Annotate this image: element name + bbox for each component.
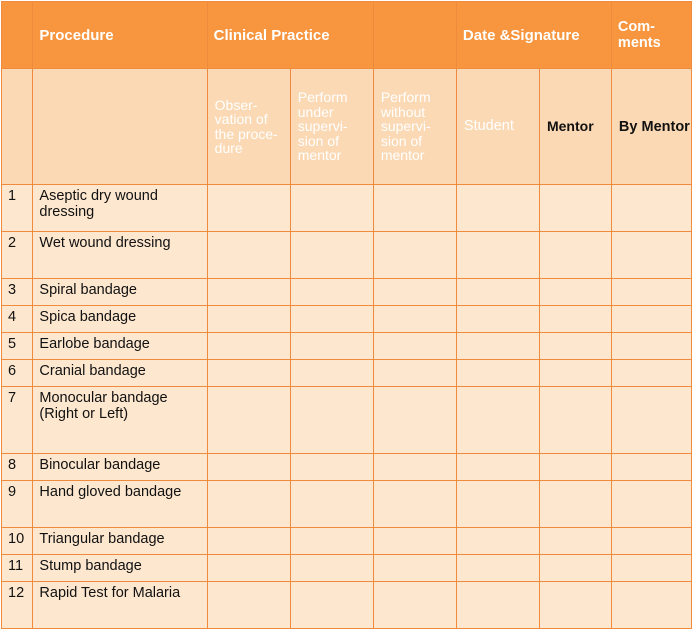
perform-without-cell[interactable] xyxy=(373,555,456,582)
comments-cell[interactable] xyxy=(611,185,691,232)
comments-cell[interactable] xyxy=(611,528,691,555)
student-signature-cell[interactable] xyxy=(456,185,539,232)
student-signature-cell[interactable] xyxy=(456,454,539,481)
comments-cell[interactable] xyxy=(611,387,691,454)
observation-cell[interactable] xyxy=(207,454,290,481)
perform-without-cell[interactable] xyxy=(373,481,456,528)
observation-cell[interactable] xyxy=(207,528,290,555)
subheader-perform-without: Perform without supervi-sion of mentor xyxy=(373,69,456,185)
perform-under-cell[interactable] xyxy=(290,454,373,481)
student-signature-cell[interactable] xyxy=(456,279,539,306)
mentor-signature-cell[interactable] xyxy=(539,360,611,387)
row-procedure: Binocular bandage xyxy=(33,454,207,481)
header-procedure: Procedure xyxy=(33,2,207,69)
comments-cell[interactable] xyxy=(611,232,691,279)
observation-cell[interactable] xyxy=(207,387,290,454)
comments-cell[interactable] xyxy=(611,333,691,360)
table-row xyxy=(2,333,692,360)
table-row xyxy=(2,481,692,528)
perform-without-cell[interactable] xyxy=(373,360,456,387)
row-procedure: Hand gloved bandage xyxy=(33,481,207,528)
subheader-number xyxy=(2,69,33,185)
perform-under-cell[interactable] xyxy=(290,232,373,279)
mentor-signature-cell[interactable] xyxy=(539,582,611,629)
mentor-signature-cell[interactable] xyxy=(539,454,611,481)
row-number: 4 xyxy=(2,306,33,333)
perform-under-cell[interactable] xyxy=(290,333,373,360)
perform-without-cell[interactable] xyxy=(373,232,456,279)
table-row xyxy=(2,279,692,306)
observation-cell[interactable] xyxy=(207,555,290,582)
perform-without-cell[interactable] xyxy=(373,279,456,306)
student-signature-cell[interactable] xyxy=(456,333,539,360)
subheader-by-mentor: By Mentor xyxy=(611,69,691,185)
row-procedure: Aseptic dry wound dressing xyxy=(33,185,207,232)
mentor-signature-cell[interactable] xyxy=(539,481,611,528)
subheader-procedure xyxy=(33,69,207,185)
observation-cell[interactable] xyxy=(207,360,290,387)
row-number: 12 xyxy=(2,582,33,629)
table-row xyxy=(2,185,692,232)
subheader-mentor: Mentor xyxy=(539,69,611,185)
row-number: 11 xyxy=(2,555,33,582)
table-row xyxy=(2,454,692,481)
subheader-perform-under: Perform under supervi-sion of mentor xyxy=(290,69,373,185)
mentor-signature-cell[interactable] xyxy=(539,387,611,454)
mentor-signature-cell[interactable] xyxy=(539,185,611,232)
row-number: 1 xyxy=(2,185,33,232)
perform-under-cell[interactable] xyxy=(290,555,373,582)
row-procedure: Spica bandage xyxy=(33,306,207,333)
mentor-signature-cell[interactable] xyxy=(539,306,611,333)
mentor-signature-cell[interactable] xyxy=(539,279,611,306)
student-signature-cell[interactable] xyxy=(456,528,539,555)
perform-under-cell[interactable] xyxy=(290,360,373,387)
comments-cell[interactable] xyxy=(611,279,691,306)
perform-under-cell[interactable] xyxy=(290,481,373,528)
observation-cell[interactable] xyxy=(207,279,290,306)
subheader-observation: Obser-vation of the proce-dure xyxy=(207,69,290,185)
observation-cell[interactable] xyxy=(207,306,290,333)
mentor-signature-cell[interactable] xyxy=(539,333,611,360)
student-signature-cell[interactable] xyxy=(456,306,539,333)
row-number: 7 xyxy=(2,387,33,454)
observation-cell[interactable] xyxy=(207,333,290,360)
row-procedure: Cranial bandage xyxy=(33,360,207,387)
perform-under-cell[interactable] xyxy=(290,306,373,333)
student-signature-cell[interactable] xyxy=(456,582,539,629)
table-row xyxy=(2,360,692,387)
row-procedure: Stump bandage xyxy=(33,555,207,582)
row-number: 3 xyxy=(2,279,33,306)
perform-under-cell[interactable] xyxy=(290,528,373,555)
observation-cell[interactable] xyxy=(207,582,290,629)
row-procedure: Wet wound dressing xyxy=(33,232,207,279)
comments-cell[interactable] xyxy=(611,555,691,582)
comments-cell[interactable] xyxy=(611,454,691,481)
row-procedure: Monocular bandage (Right or Left) xyxy=(33,387,207,454)
student-signature-cell[interactable] xyxy=(456,481,539,528)
perform-under-cell[interactable] xyxy=(290,279,373,306)
perform-under-cell[interactable] xyxy=(290,387,373,454)
student-signature-cell[interactable] xyxy=(456,232,539,279)
perform-under-cell[interactable] xyxy=(290,582,373,629)
perform-without-cell[interactable] xyxy=(373,582,456,629)
perform-without-cell[interactable] xyxy=(373,185,456,232)
comments-cell[interactable] xyxy=(611,481,691,528)
row-number: 2 xyxy=(2,232,33,279)
procedure-rows xyxy=(2,185,692,629)
perform-under-cell[interactable] xyxy=(290,185,373,232)
row-procedure: Rapid Test for Malaria xyxy=(33,582,207,629)
perform-without-cell[interactable] xyxy=(373,306,456,333)
header-comments: Com-ments xyxy=(611,2,691,69)
comments-cell[interactable] xyxy=(611,306,691,333)
comments-cell[interactable] xyxy=(611,360,691,387)
student-signature-cell[interactable] xyxy=(456,360,539,387)
header-clinical-practice: Clinical Practice xyxy=(207,2,373,69)
subheader-student: Student xyxy=(456,69,539,185)
subheader-row xyxy=(2,69,692,185)
row-procedure: Triangular bandage xyxy=(33,528,207,555)
row-number: 5 xyxy=(2,333,33,360)
mentor-signature-cell[interactable] xyxy=(539,555,611,582)
comments-cell[interactable] xyxy=(611,582,691,629)
procedure-checklist-table xyxy=(1,1,692,629)
observation-cell[interactable] xyxy=(207,481,290,528)
perform-without-cell[interactable] xyxy=(373,387,456,454)
student-signature-cell[interactable] xyxy=(456,555,539,582)
perform-without-cell[interactable] xyxy=(373,333,456,360)
row-procedure: Earlobe bandage xyxy=(33,333,207,360)
table-row xyxy=(2,528,692,555)
row-number: 6 xyxy=(2,360,33,387)
table-row xyxy=(2,387,692,454)
row-number: 8 xyxy=(2,454,33,481)
perform-without-cell[interactable] xyxy=(373,528,456,555)
header-blank xyxy=(373,2,456,69)
table-row xyxy=(2,555,692,582)
table-row xyxy=(2,232,692,279)
mentor-signature-cell[interactable] xyxy=(539,232,611,279)
observation-cell[interactable] xyxy=(207,232,290,279)
header-date-signature: Date &Signature xyxy=(456,2,611,69)
table-row xyxy=(2,306,692,333)
student-signature-cell[interactable] xyxy=(456,387,539,454)
row-number: 10 xyxy=(2,528,33,555)
table-row xyxy=(2,582,692,629)
row-number: 9 xyxy=(2,481,33,528)
header-number xyxy=(2,2,33,69)
perform-without-cell[interactable] xyxy=(373,454,456,481)
header-row xyxy=(2,2,692,69)
row-procedure: Spiral bandage xyxy=(33,279,207,306)
mentor-signature-cell[interactable] xyxy=(539,528,611,555)
observation-cell[interactable] xyxy=(207,185,290,232)
